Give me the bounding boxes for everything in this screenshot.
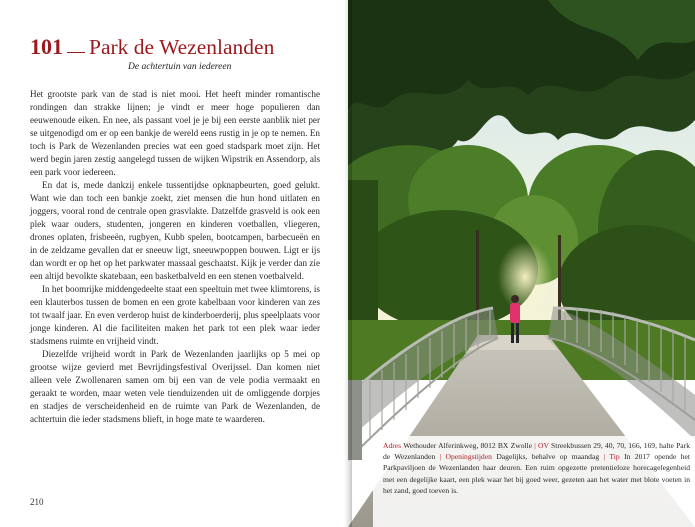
paragraph: Het grootste park van de stad is niet mooi. Het heeft minder romantische rondingen dan strakke lijnen; je vindt er meer hoge populieren dan eeuwenoude eiken. En nee, als passant voel je je bij een eerste aanblik niet per se uitgenodigd om er op een bankje de wereld eens rustig in je op te nemen. En toch is Park de Wezenlanden precies wat een goed stadspark moet zijn. Het werd begin jaren zestig aangelegd tussen de wijken Wipstrik en Assendorp, als een park voor iedereen. — [30, 89, 320, 177]
paragraph: Diezelfde vrijheid wordt in Park de Wezenlanden jaarlijks op 5 mei op grootse wijze gevierd met Bevrijdingsfestival Overijssel. Dan komen niet alleen vele Zwollenaren samen om bij een van de vele podia vermaakt en geraakt te worden, maar weten vele tienduizenden uit de omliggende dorpjes en stadjes de verscheidenheid en de ruimte van Park de Wezenlanden, de achtertuin die ieder stadsmens blieft, in hoge mate te waarderen. — [30, 349, 320, 424]
title-rule — [67, 52, 85, 53]
openingstijden-label: Openingstijden — [445, 452, 492, 462]
book-gutter — [344, 0, 352, 527]
separator: | — [534, 441, 536, 450]
chapter-subtitle: De achtertuin van iedereen — [128, 62, 232, 72]
tip-value: In 2017 opende het Parkpaviljoen de Wezenlanden haar deuren. Een ruim opgezette pretentieloze horecagelegenheid met een degelijke kaart, een plek waar het bij goed weer, gezeten aan het water met blote voeten in het zand, goed toeven is. — [383, 452, 690, 495]
chapter-heading — [30, 34, 274, 60]
openingstijden-value: Dagelijks, behalve op maandag — [496, 452, 600, 462]
tip-label: Tip — [609, 452, 620, 462]
ov-label: OV — [537, 441, 549, 450]
paragraph: En dat is, mede dankzij enkele tussentijdse opknapbeurten, goed gelukt. Want wie dan toch een bankje zoekt, ziet mensen die hun hond uitlaten en joggers, vooral rond de centrale open grasvlakte. Datzelfde grasveld is ook een plek waar ouders, studenten, jongeren en kinderen voetballen, vliegeren, drones oplaten, frisbeeën, rugbyen, Kubb spelen, bootcampen, barbecueën en in de zeldzame gevallen dat er sneeuw ligt, sneeuwpoppen bouwen. Ligt er ijs dan wordt er op het op het parkwater massaal geschaatst. Kijk je verder dan zie een altijd bevolkte skatebaan, een basketbalveld en een stenen voetbalveld. — [30, 180, 320, 281]
adres-value: Wethouder Alferinkweg, 8012 BX Zwolle — [403, 441, 533, 450]
page-number: 210 — [30, 497, 44, 507]
chapter-number: 101 — [30, 34, 63, 59]
info-caption — [383, 440, 690, 496]
paragraph: In het boomrijke middengedeelte staat een speeltuin met twee klimtorens, is een klauterbos tussen de bomen en een grote kabelbaan voor kinderen van zes tot twaalf jaar. En even verderop huist de kinderboerderij, plus speelplaats voor jonge kinderen. Al die faciliteiten maken het park tot een plek waar ieder stadsmens ruimte en vrijheid vindt. — [30, 284, 320, 346]
body-text — [30, 88, 320, 426]
separator: | — [603, 452, 606, 462]
ov-value: Streekbussen 29, 40, 70, 166, 169, halte Park de Wezenlanden — [383, 441, 690, 462]
adres-label: Adres — [383, 441, 402, 450]
separator: | — [439, 452, 442, 462]
chapter-title: Park de Wezenlanden — [89, 35, 275, 59]
